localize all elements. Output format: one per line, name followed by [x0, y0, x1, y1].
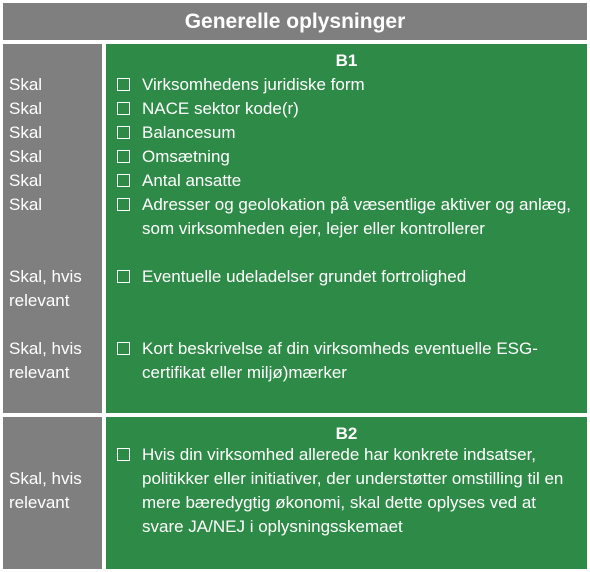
- checklist-item: [117, 337, 577, 385]
- checklist-item: [117, 145, 577, 169]
- checklist-item-text: Antal ansatte: [142, 171, 242, 190]
- requirement-label: Skal: [9, 99, 43, 118]
- checkbox-icon[interactable]: [117, 126, 130, 139]
- requirement-label: Skal: [9, 75, 43, 94]
- requirement-label: Skal: [9, 123, 43, 142]
- checkbox-icon[interactable]: [117, 174, 130, 187]
- requirement-label: Skal, hvis relevant: [9, 469, 82, 512]
- checkbox-icon[interactable]: [117, 78, 130, 91]
- checkbox-icon[interactable]: [117, 102, 130, 115]
- section-header-b1: B1: [335, 51, 358, 70]
- checklist-item: [117, 97, 577, 121]
- checkbox-icon[interactable]: [117, 270, 130, 283]
- requirement-label: Skal, hvis relevant: [9, 339, 82, 382]
- requirement-label: Skal, hvis relevant: [9, 267, 82, 310]
- checklist-item-text: Adresser og geolokation på væsentlige aktiver og anlæg, som virksomheden ejer, lejer eller kontrollerer: [142, 195, 572, 238]
- requirement-label: Skal: [9, 147, 43, 166]
- checklist-item: [117, 443, 577, 539]
- checklist-item-text: Eventuelle udeladelser grundet fortrolighed: [142, 267, 467, 286]
- checklist-item-text: Hvis din virksomhed allerede har konkrete indsatser, politikker eller initiativer, der understøtter omstilling til en mere bæredygtig økonomi, skal dette oplyses ved at svare JA/NEJ i oplysningsskemaet: [142, 445, 564, 536]
- checklist-item: [117, 193, 577, 241]
- checklist-item-text: Balancesum: [142, 123, 236, 142]
- checklist-item: [117, 121, 577, 145]
- checklist-item: [117, 73, 577, 97]
- checkbox-icon[interactable]: [117, 150, 130, 163]
- general-info-table: [3, 3, 587, 569]
- checkbox-icon[interactable]: [117, 342, 130, 355]
- requirement-label: Skal: [9, 195, 43, 214]
- checklist-item-text: Kort beskrivelse af din virksomheds eventuelle ESG-certifikat eller miljø)mærker: [142, 339, 538, 382]
- requirement-label: Skal: [9, 171, 43, 190]
- checklist-item-text: Omsætning: [142, 147, 230, 166]
- checkbox-icon[interactable]: [117, 198, 130, 211]
- checklist-item-text: NACE sektor kode(r): [142, 99, 299, 118]
- table-title: Generelle oplysninger: [3, 3, 587, 40]
- checkbox-icon[interactable]: [117, 448, 130, 461]
- checklist-item: [117, 169, 577, 193]
- checklist-item-text: Virksomhedens juridiske form: [142, 75, 365, 94]
- checklist-item: [117, 265, 577, 289]
- section-header-b2: B2: [335, 424, 358, 443]
